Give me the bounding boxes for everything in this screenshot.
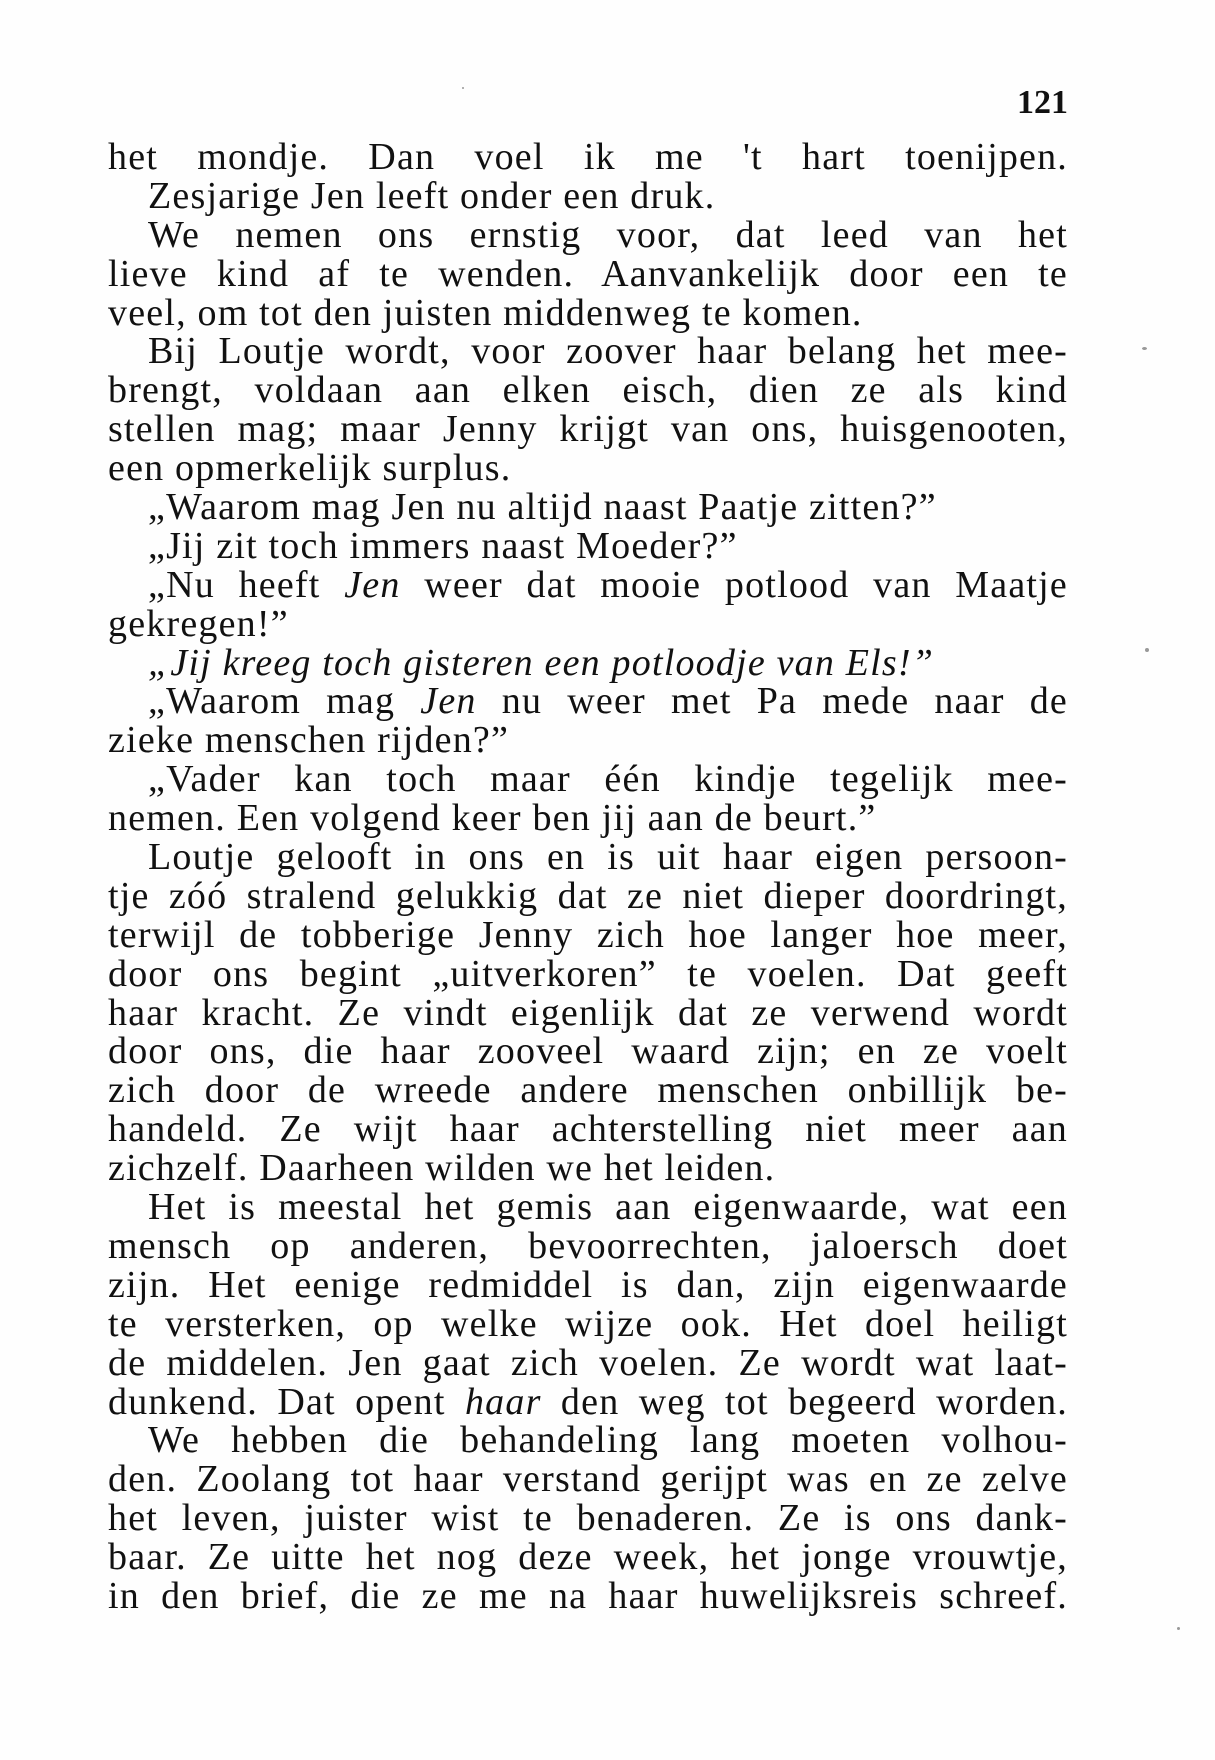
text-line: terwijl de tobberige Jenny zich hoe langer hoe meer, [108,913,1068,956]
text-line: „Vader kan toch maar één kindje tegelijk mee- [148,758,1068,801]
scan-speck [1142,347,1147,350]
text-line [108,1380,1068,1423]
text-line: het mondje. Dan voel ik me 't hart toenijpen. [108,136,1068,178]
text-segment: „Waarom mag [148,680,421,723]
text-line: baar. Ze uitte het nog deze week, het jonge vrouwtje, [108,1536,1068,1579]
text-line: Het is meestal het gemis aan eigenwaarde, wat een [148,1186,1068,1229]
text-segment: „Nu heeft [148,563,345,606]
text-line: Zesjarige Jen leeft onder een druk. [148,174,716,217]
text-line: handeld. Ze wijt haar achterstelling niet meer aan [108,1108,1068,1151]
text-line: een opmerkelijk surplus. [108,447,512,490]
scan-speck [462,87,464,89]
text-line: te versterken, op welke wijze ook. Het doel heiligt [108,1302,1068,1345]
text-line: lieve kind af te wenden. Aanvankelijk door een te [108,252,1068,295]
text-line: het leven, juister wist te benaderen. Ze is ons dank- [108,1497,1068,1540]
page-number: 121 [1017,84,1068,121]
text-line: Bij Loutje wordt, voor zoover haar belang het mee- [148,330,1068,373]
text-line: We hebben die behandeling lang moeten volhou- [148,1419,1068,1462]
text-line: zich door de wreede andere menschen onbillijk be- [108,1069,1068,1112]
text-line: Loutje gelooft in ons en is uit haar eigen persoon- [148,836,1068,879]
text-line: stellen mag; maar Jenny krijgt van ons, huisgenooten, [108,408,1068,451]
text-segment: nu weer met Pa mede naar de [476,680,1068,723]
body-text [108,138,1068,1616]
text-line: mensch op anderen, bevoorrechten, jaloersch doet [108,1224,1068,1267]
text-line [108,563,1068,606]
scan-speck [1177,1627,1180,1630]
italic-name: Jen [344,563,401,606]
text-line: zijn. Het eenige redmiddel is dan, zijn eigenwaarde [108,1263,1068,1306]
text-line: veel, om tot den juisten middenweg te komen. [108,291,863,334]
text-line: de middelen. Jen gaat zich voelen. Ze wordt wat laat- [108,1341,1068,1384]
text-line: in den brief, die ze me na haar huwelijksreis schreef. [108,1574,1068,1617]
text-line: door ons begint „uitverkoren” te voelen. Dat geeft [108,952,1068,995]
text-line: „Jij zit toch immers naast Moeder?” [148,524,738,567]
text-line: gekregen!” [108,602,289,645]
italic-word: haar [464,1380,542,1423]
text-line: haar kracht. Ze vindt eigenlijk dat ze verwend wordt [108,991,1068,1034]
text-line: door ons, die haar zooveel waard zijn; en ze voelt [108,1030,1068,1073]
text-line: We nemen ons ernstig voor, dat leed van het [148,213,1068,256]
text-line: „Waarom mag Jen nu altijd naast Paatje zitten?” [148,486,937,529]
text-line: nemen. Een volgend keer ben jij aan de beurt.” [108,797,877,840]
text-line: zieke menschen rijden?” [108,719,510,762]
scan-speck [1145,648,1149,652]
text-line: „Jij kreeg toch gisteren een potloodje van Els!” [148,641,935,684]
text-segment: dunkend. Dat opent [108,1380,465,1423]
italic-name: Jen [420,680,477,723]
text-line: den. Zoolang tot haar verstand gerijpt was en ze zelve [108,1458,1068,1501]
text-line: zichzelf. Daarheen wilden we het leiden. [108,1147,776,1190]
text-segment: weer dat mooie potlood van Maatje [400,563,1068,606]
text-segment: den weg tot begeerd worden. [541,1380,1068,1423]
text-line: tje zóó stralend gelukkig dat ze niet dieper doordringt, [108,874,1068,917]
text-line [108,682,1068,721]
text-line: brengt, voldaan aan elken eisch, dien ze als kind [108,369,1068,412]
